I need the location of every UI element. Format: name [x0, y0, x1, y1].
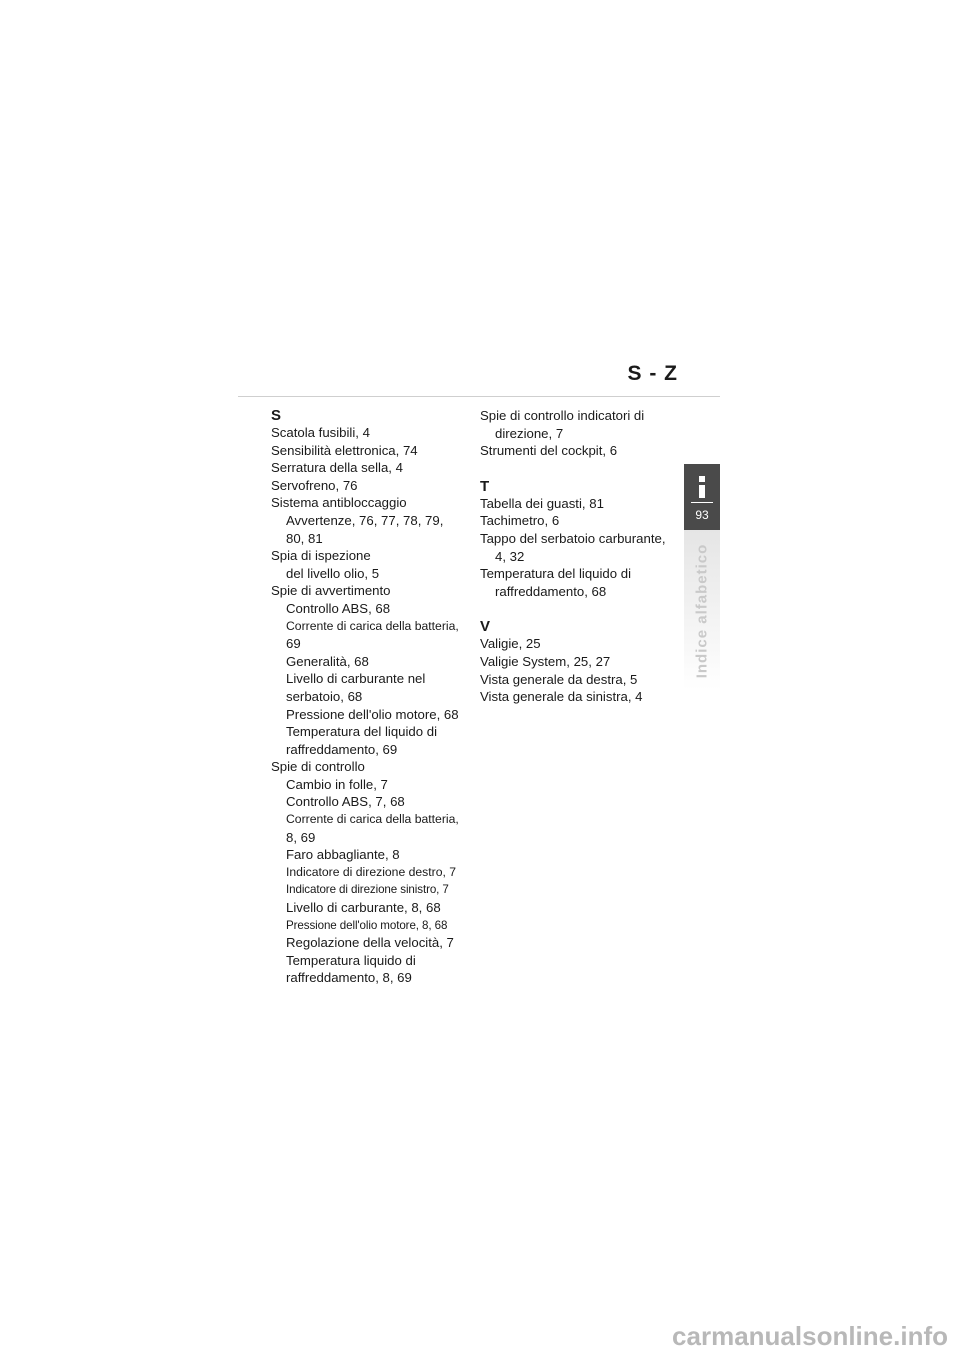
index-entry: Servofreno, 76 — [271, 477, 358, 493]
index-entry: Tachimetro, 6 — [480, 513, 560, 529]
index-column-left — [271, 407, 481, 1005]
index-subentry: del livello olio, 5 — [286, 565, 380, 581]
site-watermark: carmanualsonline.info — [672, 1321, 948, 1351]
index-entry: Valigie, 25 — [480, 636, 541, 652]
index-entry: Valigie System, 25, 27 — [480, 653, 611, 669]
tab-divider — [691, 502, 713, 503]
index-letter-heading: V — [480, 618, 491, 636]
index-subentry: Pressione dell'olio motore, 8, 68 — [286, 918, 448, 932]
index-subentry: 80, 81 — [286, 530, 323, 546]
page-title: S - Z — [627, 362, 678, 385]
index-subentry: Temperatura del liquido di — [286, 724, 438, 740]
chapter-label: Indice alfabetico — [693, 543, 711, 679]
index-entry: Tappo del serbatoio carburante, — [480, 530, 666, 546]
info-icon-dot — [699, 476, 705, 482]
index-entry: Strumenti del cockpit, 6 — [480, 443, 618, 459]
index-section — [271, 407, 481, 987]
page-number: 93 — [695, 508, 709, 522]
index-subentry: Livello di carburante, 8, 68 — [286, 900, 441, 916]
index-subentry: Indicatore di direzione destro, 7 — [286, 864, 457, 879]
index-subentry: Faro abbagliante, 8 — [286, 847, 400, 863]
index-subentry: Corrente di carica della batteria, — [286, 812, 459, 827]
index-subentry: Livello di carburante nel — [286, 671, 426, 687]
index-column-right — [480, 407, 680, 724]
index-entry: Temperatura del liquido di — [480, 566, 632, 582]
index-letter-heading: T — [480, 477, 490, 495]
index-subentry: serbatoio, 68 — [286, 688, 363, 704]
index-entry: Spie di avvertimento — [271, 583, 391, 599]
index-entry: Tabella dei guasti, 81 — [480, 495, 604, 511]
index-subentry: Pressione dell'olio motore, 68 — [286, 706, 459, 722]
index-subentry: 8, 69 — [286, 829, 316, 845]
index-subentry: Generalità, 68 — [286, 653, 369, 669]
index-entry: Sensibilità elettronica, 74 — [271, 442, 418, 458]
index-subentry: raffreddamento, 8, 69 — [286, 970, 412, 986]
index-subentry: 69 — [286, 636, 301, 652]
index-subentry: Indicatore di direzione sinistro, 7 — [286, 883, 449, 897]
index-entry: Spia di ispezione — [271, 548, 371, 564]
info-icon — [699, 485, 705, 498]
index-subentry: 4, 32 — [495, 548, 525, 564]
index-subentry: Cambio in folle, 7 — [286, 776, 388, 792]
index-entry: Serratura della sella, 4 — [271, 460, 403, 476]
header-divider — [238, 396, 720, 397]
index-entry: Spie di controllo indicatori di — [480, 408, 645, 423]
index-section — [480, 407, 680, 460]
index-subentry: Corrente di carica della batteria, — [286, 618, 459, 633]
index-subentry: direzione, 7 — [495, 425, 564, 441]
index-entry: Vista generale da destra, 5 — [480, 671, 638, 687]
index-subentry: Avvertenze, 76, 77, 78, 79, — [286, 512, 444, 528]
index-section — [480, 478, 680, 601]
index-entry: Scatola fusibili, 4 — [271, 425, 370, 440]
index-entry: Sistema antibloccaggio — [271, 495, 407, 511]
index-section — [480, 618, 680, 705]
index-entry: Spie di controllo — [271, 759, 365, 775]
index-subentry: Regolazione della velocità, 7 — [286, 935, 454, 951]
index-subentry: Controllo ABS, 68 — [286, 600, 391, 616]
index-letter-heading: S — [271, 407, 282, 424]
index-subentry: raffreddamento, 69 — [286, 741, 398, 757]
chapter-thumb-tab — [684, 464, 720, 530]
index-subentry: Controllo ABS, 7, 68 — [286, 794, 405, 810]
index-subentry: raffreddamento, 68 — [495, 583, 607, 599]
index-entry: Vista generale da sinistra, 4 — [480, 689, 643, 705]
index-subentry: Temperatura liquido di — [286, 952, 416, 968]
